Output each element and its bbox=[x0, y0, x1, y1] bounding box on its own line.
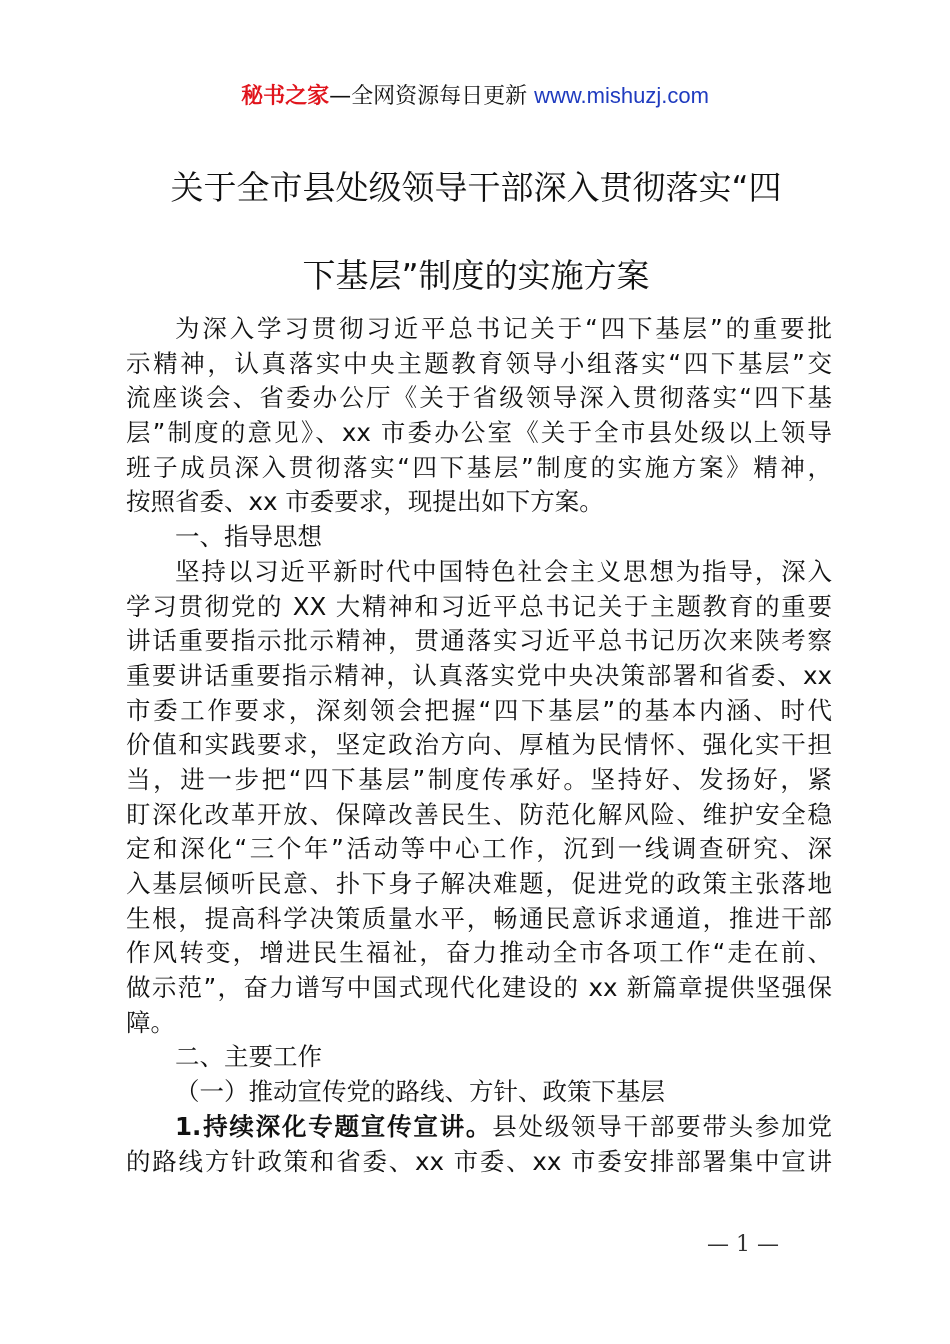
page-number: — 1 — bbox=[707, 1232, 779, 1257]
paragraph-line: 层”制度的意见》、xx 市委办公室《关于全市县处级以上领导 bbox=[126, 418, 832, 448]
document-body bbox=[126, 312, 832, 1179]
paragraph-line: 示精神，认真落实中央主题教育领导小组落实“四下基层”交 bbox=[126, 348, 832, 378]
paragraph-line: 入基层倾听民意、扑下身子解决难题，促进党的政策主张落地 bbox=[126, 869, 832, 898]
paragraph-line: 作风转变，增进民生福祉，奋力推动全市各项工作“走在前、 bbox=[126, 938, 832, 968]
paragraph-line: 讲话重要指示批示精神，贯通落实习近平总书记历次来陕考察 bbox=[126, 626, 832, 656]
paragraph-line: 障。 bbox=[126, 1007, 175, 1037]
title-line-1: 关于全市县处级领导干部深入贯彻落实“四 bbox=[170, 168, 782, 207]
section-heading: 一、指导思想 bbox=[175, 522, 322, 552]
paragraph-line: 价值和实践要求，坚定政治方向、厚植为民情怀、强化实干担 bbox=[126, 730, 832, 760]
paragraph-line: 按照省委、xx 市委要求，现提出如下方案。 bbox=[126, 487, 604, 517]
paragraph-line: 当，进一步把“四下基层”制度传承好。坚持好、发扬好，紧 bbox=[126, 764, 832, 794]
paragraph-line: 盯深化改革开放、保障改善民生、防范化解风险、维护安全稳 bbox=[126, 799, 832, 829]
paragraph-line: 为深入学习贯彻习近平总书记关于“四下基层”的重要批 bbox=[175, 314, 832, 343]
site-tagline: —全网资源每日更新 bbox=[329, 84, 535, 109]
site-url-link[interactable]: www.mishuzj.com bbox=[534, 83, 709, 108]
paragraph-text: 县处级领导干部要带头参加党 bbox=[492, 1111, 833, 1141]
paragraph-line: 流座谈会、省委办公厅《关于省级领导深入贯彻落实“四下基 bbox=[126, 383, 832, 413]
item-heading: 1.持续深化专题宣传宣讲。 bbox=[175, 1111, 493, 1141]
site-header bbox=[0, 82, 950, 111]
paragraph-line bbox=[126, 1110, 832, 1145]
subsection-heading: （一）推动宣传党的路线、方针、政策下基层 bbox=[175, 1077, 665, 1107]
paragraph-line: 班子成员深入贯彻落实“四下基层”制度的实施方案》精神， bbox=[126, 452, 832, 482]
paragraph-line: 重要讲话重要指示精神，认真落实党中央决策部署和省委、xx bbox=[126, 660, 832, 690]
document-title bbox=[126, 160, 826, 304]
paragraph-line: 的路线方针政策和省委、xx 市委、xx 市委安排部署集中宣讲 bbox=[126, 1146, 832, 1176]
paragraph-line: 定和深化“三个年”活动等中心工作，沉到一线调查研究、深 bbox=[126, 834, 832, 864]
paragraph-line: 坚持以习近平新时代中国特色社会主义思想为指导，深入 bbox=[175, 556, 832, 586]
section-heading: 二、主要工作 bbox=[175, 1042, 322, 1072]
paragraph-line: 生根，提高科学决策质量水平，畅通民意诉求通道，推进干部 bbox=[126, 903, 832, 933]
site-brand: 秘书之家 bbox=[241, 84, 330, 109]
paragraph-line: 市委工作要求，深刻领会把握“四下基层”的基本内涵、时代 bbox=[126, 695, 832, 725]
paragraph-line: 做示范”，奋力谱写中国式现代化建设的 xx 新篇章提供坚强保 bbox=[126, 973, 832, 1003]
title-line-2: 下基层”制度的实施方案 bbox=[302, 256, 650, 295]
paragraph-line: 学习贯彻党的 XX 大精神和习近平总书记关于主题教育的重要 bbox=[126, 591, 832, 621]
